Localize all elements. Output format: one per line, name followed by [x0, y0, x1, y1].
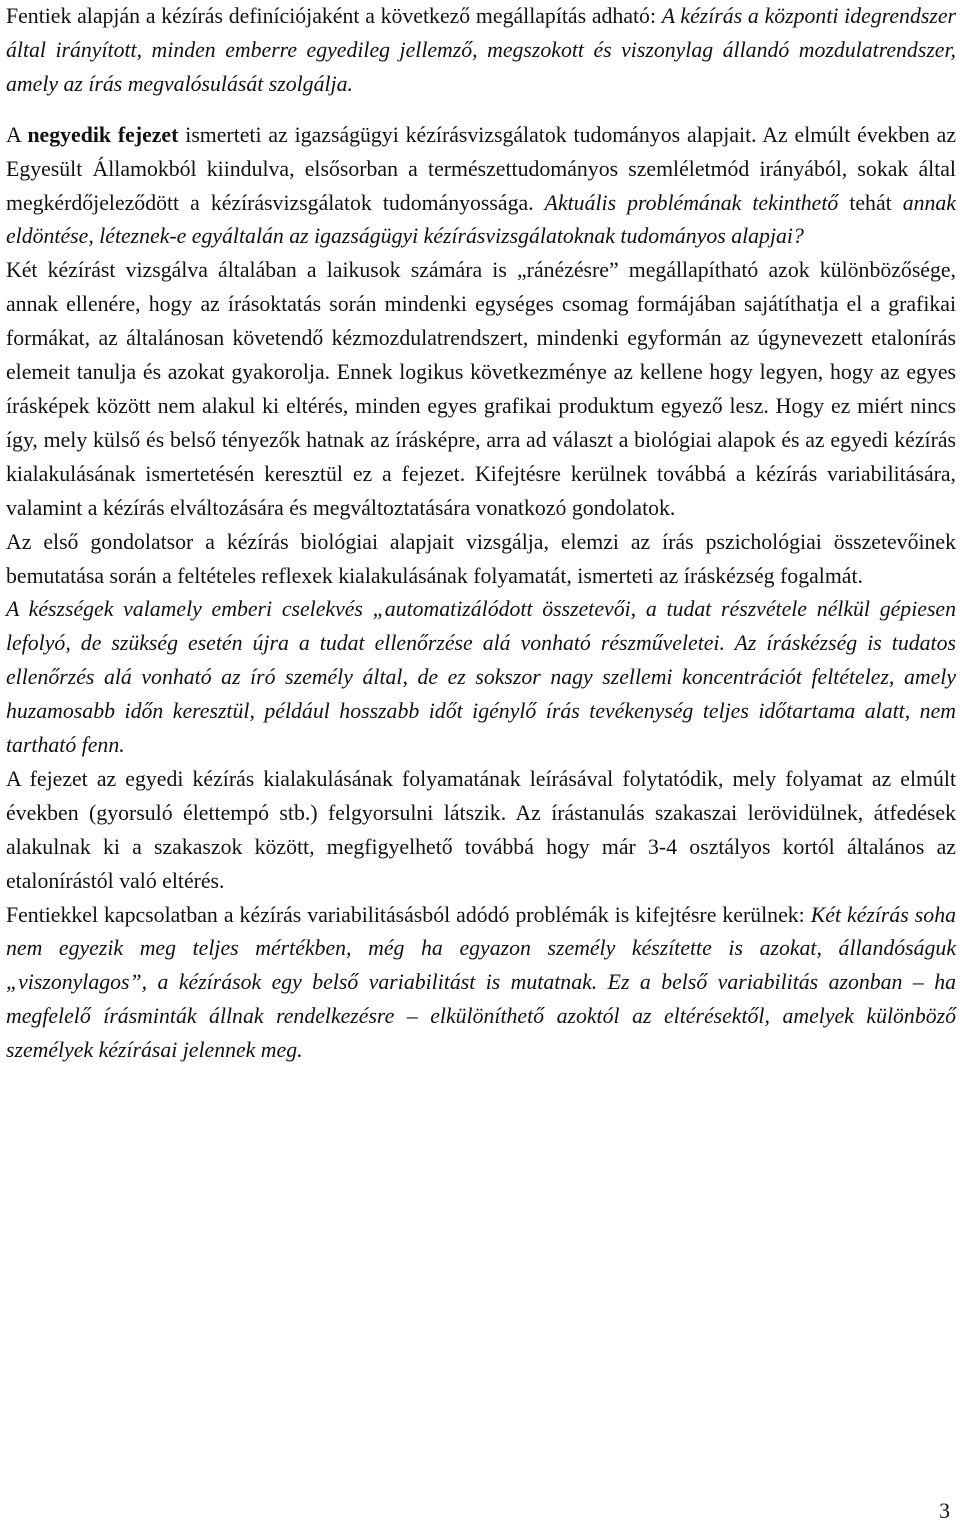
page-number: 3	[939, 1499, 950, 1523]
chapter-four-bold-label: negyedik fejezet	[27, 122, 179, 147]
chapter-four-italic-question: annak eldöntése, léteznek-e egyáltalán az igazságügyi kézírásvizsgálatoknak tudományos alapjai?	[6, 190, 956, 249]
document-page	[6, 0, 956, 1068]
chapter-four-text-c: tehát	[838, 190, 903, 215]
definition-italic-text: A kézírás a központi idegrendszer által irányított, minden emberre egyedileg jellemző, megszokott és viszonylag állandó mozdulatrendszer, amely az írás megvalósulását szolgálja.	[6, 4, 956, 96]
paragraph-chapter-four	[6, 119, 956, 255]
chapter-four-text-a: A	[6, 122, 28, 147]
variability-intro-text: Fentiekkel kapcsolatban a kézírás variabilitásásból adódó problémák is kifejtésre kerülnek:	[6, 902, 811, 927]
paragraph-first-thought: Az első gondolatsor a kézírás biológiai alapjait vizsgálja, elemzi az írás pszichológiai összetevőinek bemutatása során a feltételes reflexek kialakulásának folyamatát, ismerteti az íráskézség fogalmát.	[6, 529, 956, 588]
chapter-four-italic-a: Aktuális problémának tekinthető	[544, 190, 839, 215]
paragraph-skills-quote: A készségek valamely emberi cselekvés „automatizálódott összetevői, a tudat részvétele nélkül gépiesen lefolyó, de szükség esetén újra a tudat ellenőrzése alá vonható részműveletei. Az íráskézség is tudatos ellenőrzés alá vonható az író személy által, de ez sokszor nagy szellemi koncentrációt feltételez, amely huzamosabb időn keresztül, például hosszabb időt igénylő írás tevékenység teljes időtartama alatt, nem tartható fenn.	[6, 597, 956, 758]
paragraph-two-handwritings: Két kézírást vizsgálva általában a laikusok számára is „ránézésre” megállapítható azok különbözősége, annak ellenére, hogy az írásoktatás során mindenki egységes csomag formájában sajátíthatja el a grafikai formákat, az általánosan követendő kézmozdulatrendszert, mindenki egyformán az úgynevezett etalonírás elemeit tanulja és azokat gyakorolja. Ennek logikus következménye az kellene hogy legyen, hogy az egyes írásképek között nem alakul ki eltérés, minden egyes grafikai produktum egyező lesz. Hogy ez miért nincs így, mely külső és belső tényezők hatnak az írásképre, arra ad választ a biológiai alapok és az egyedi kézírás kialakulásának ismertetésén keresztül ez a fejezet. Kifejtésre kerülnek továbbá a kézírás variabilitására, valamint a kézírás elváltozására és megváltoztatására vonatkozó gondolatok.	[6, 258, 956, 520]
paragraph-variability	[6, 899, 956, 1069]
paragraph-development: A fejezet az egyedi kézírás kialakulásának folyamatának leírásával folytatódik, mely folyamat az elmúlt években (gyorsuló élettempó stb.) felgyorsulni látszik. Az írástanulás szakaszai lerövidülnek, átfedések alakulnak ki a szakaszok között, megfigyelhető továbbá hogy már 3-4 osztályos kortól általános az etalonírástól való eltérés.	[6, 766, 956, 893]
chapter-four-text-b: ismerteti az igazságügyi kézírásvizsgálatok tudományos alapjait. Az elmúlt években az Egyesült Államokból kiindulva, elsősorban a természettudományos szemléletmód irányából, sokak által megkérdőjeleződött a kézírásvizsgálatok tudományossága.	[6, 122, 956, 215]
paragraph-definition	[6, 0, 956, 102]
variability-italic-text: Két kézírás soha nem egyezik meg teljes mértékben, még ha egyazon személy készítette is azokat, állandóságuk „viszonylagos”, a kézírások egy belső variabilitást is mutatnak. Ez a belső variabilitás azonban – ha megfelelő írásminták állnak rendelkezésre – elkülöníthető azoktól az eltérésektől, amelyek különböző személyek kézírásai jelennek meg.	[6, 902, 956, 1063]
definition-intro-text: Fentiek alapján a kézírás definíciójaként a következő megállapítás adható:	[6, 4, 662, 28]
